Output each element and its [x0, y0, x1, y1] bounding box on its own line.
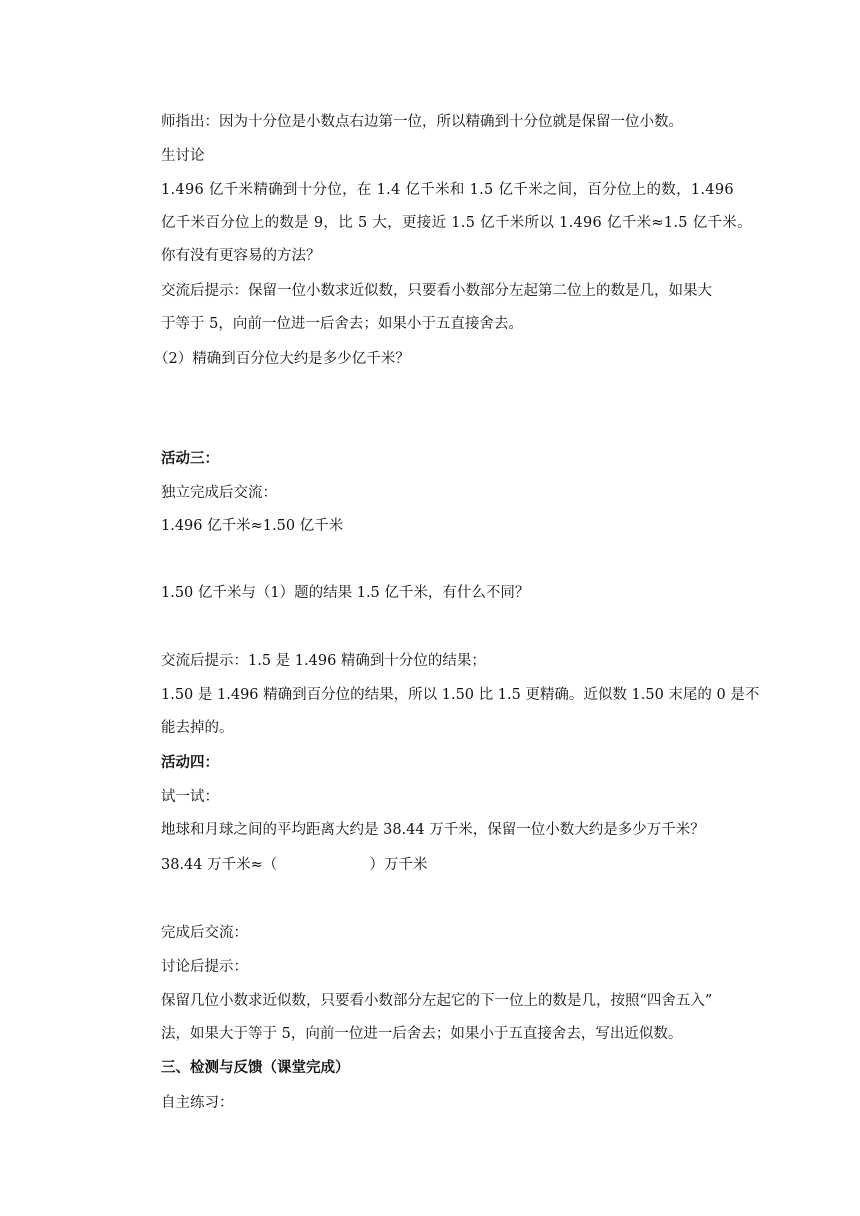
- text-line: 试一试：: [161, 789, 219, 805]
- section-heading: 活动三：: [161, 450, 219, 467]
- text-line: 讨论后提示：: [161, 959, 248, 975]
- text-line: 1.496 亿千米精确到十分位，在 1.4 亿千米和 1.5 亿千米之间，百分位上的数，1.496: [161, 182, 734, 198]
- text-line: 地球和月球之间的平均距离大约是 38.44 万千米，保留一位小数大约是多少万千米？: [161, 822, 705, 838]
- text-line: 1.50 亿千米与（1）题的结果 1.5 亿千米，有什么不同？: [161, 585, 530, 601]
- text-line: 1.50 是 1.496 精确到百分位的结果，所以 1.50 比 1.5 更精确。近似数 1.50 末尾的 0 是不: [161, 687, 760, 703]
- text-line: 师指出：因为十分位是小数点右边第一位，所以精确到十分位就是保留一位小数。: [161, 114, 683, 130]
- text-line: 交流后提示：保留一位小数求近似数，只要看小数部分左起第二位上的数是几，如果大: [161, 283, 712, 299]
- text-line: 亿千米百分位上的数是 9，比 5 大，更接近 1.5 亿千米所以 1.496 亿千米≈1.5 亿千米。: [161, 215, 752, 231]
- text-line: 于等于 5，向前一位进一后舍去；如果小于五直接舍去。: [161, 316, 523, 332]
- text-line: 自主练习：: [161, 1095, 234, 1111]
- text-line: 你有没有更容易的方法？: [161, 248, 321, 264]
- text-line: 法，如果大于等于 5，向前一位进一后舍去；如果小于五直接舍去，写出近似数。: [161, 1026, 683, 1042]
- text-line: 完成后交流：: [161, 925, 248, 941]
- text-line: 独立完成后交流：: [161, 485, 277, 501]
- text-line: 38.44 万千米≈（ ）万千米: [161, 857, 428, 873]
- text-line: 能去掉的。: [161, 720, 234, 736]
- text-line: （2）精确到百分位大约是多少亿千米？: [154, 351, 410, 367]
- text-line: 交流后提示：1.5 是 1.496 精确到十分位的结果；: [161, 653, 486, 669]
- text-line: 保留几位小数求近似数，只要看小数部分左起它的下一位上的数是几，按照“四舍五入”: [161, 993, 713, 1009]
- text-line: 1.496 亿千米≈1.50 亿千米: [161, 518, 344, 534]
- section-heading: 三、检测与反馈（课堂完成）: [161, 1059, 350, 1076]
- text-line: 生讨论: [161, 148, 205, 164]
- section-heading: 活动四：: [161, 754, 219, 771]
